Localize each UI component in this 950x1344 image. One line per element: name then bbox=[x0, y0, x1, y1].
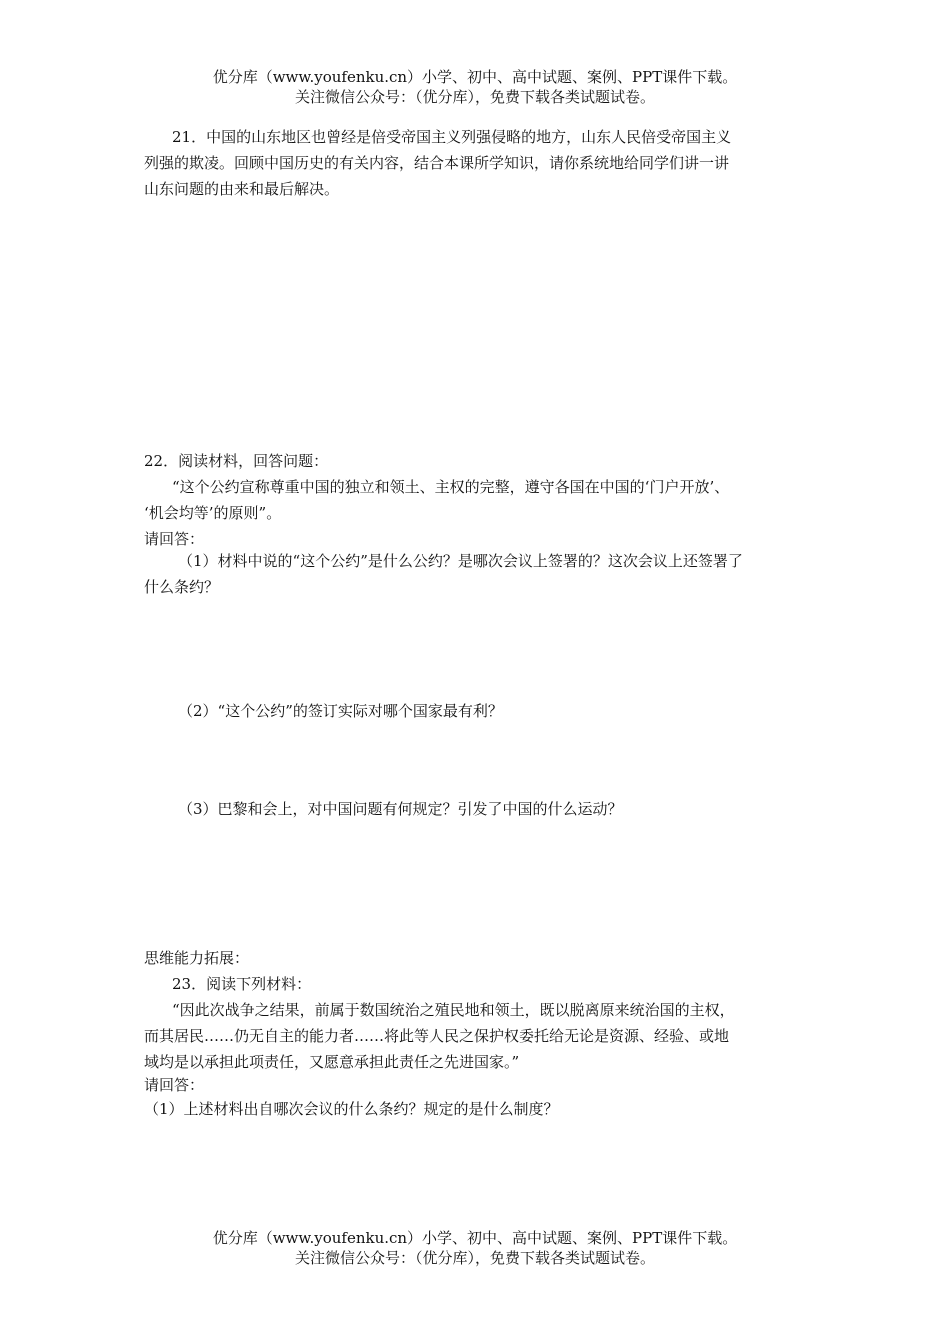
q23-quote-line-1: “因此次战争之结果，前属于数国统治之殖民地和领土，既以脱离原来统治国的主权， bbox=[172, 1001, 735, 1019]
header-line-1: 优分库（www.youfenku.cn）小学、初中、高中试题、案例、PPT课件下载。 bbox=[212, 68, 738, 86]
q22-prompt: 请回答： bbox=[144, 530, 205, 548]
footer-line-1: 优分库（www.youfenku.cn）小学、初中、高中试题、案例、PPT课件下载。 bbox=[212, 1229, 738, 1247]
q22-quote-line-2: ‘机会均等’的原则”。 bbox=[144, 504, 282, 522]
q22-sub2: （2）“这个公约”的签订实际对哪个国家最有利？ bbox=[178, 702, 503, 720]
q23-quote-line-2: 而其居民……仍无自主的能力者……将此等人民之保护权委托给无论是资源、经验、或地 bbox=[144, 1027, 730, 1045]
q22-sub1-line-1: （1）材料中说的“这个公约”是什么公约？是哪次会议上签署的？这次会议上还签署了 bbox=[178, 552, 743, 570]
q22-title: 22．阅读材料，回答问题： bbox=[144, 452, 329, 470]
q23-title: 23．阅读下列材料： bbox=[172, 975, 312, 993]
q22-quote-line-1: “这个公约宣称尊重中国的独立和领土、主权的完整，遵守各国在中国的‘门户开放’、 bbox=[172, 478, 730, 496]
q21-line-3: 山东问题的由来和最后解决。 bbox=[144, 180, 340, 198]
q23-prompt: 请回答： bbox=[144, 1076, 205, 1094]
q23-sub1: （1）上述材料出自哪次会议的什么条约？规定的是什么制度？ bbox=[144, 1100, 559, 1118]
q22-sub3: （3）巴黎和会上，对中国问题有何规定？引发了中国的什么运动？ bbox=[178, 800, 623, 818]
q21-line-1: 21．中国的山东地区也曾经是倍受帝国主义列强侵略的地方，山东人民倍受帝国主义 bbox=[172, 128, 732, 146]
header-line-2: 关注微信公众号：（优分库），免费下载各类试题试卷。 bbox=[294, 88, 655, 106]
footer-line-2: 关注微信公众号：（优分库），免费下载各类试题试卷。 bbox=[294, 1249, 655, 1267]
q22-sub1-line-2: 什么条约？ bbox=[144, 578, 220, 596]
q23-quote-line-3: 域均是以承担此项责任，又愿意承担此责任之先进国家。” bbox=[144, 1053, 520, 1071]
section-title: 思维能力拓展： bbox=[144, 949, 250, 967]
q21-line-2: 列强的欺凌。回顾中国历史的有关内容，结合本课所学知识，请你系统地给同学们讲一讲 bbox=[144, 154, 730, 172]
